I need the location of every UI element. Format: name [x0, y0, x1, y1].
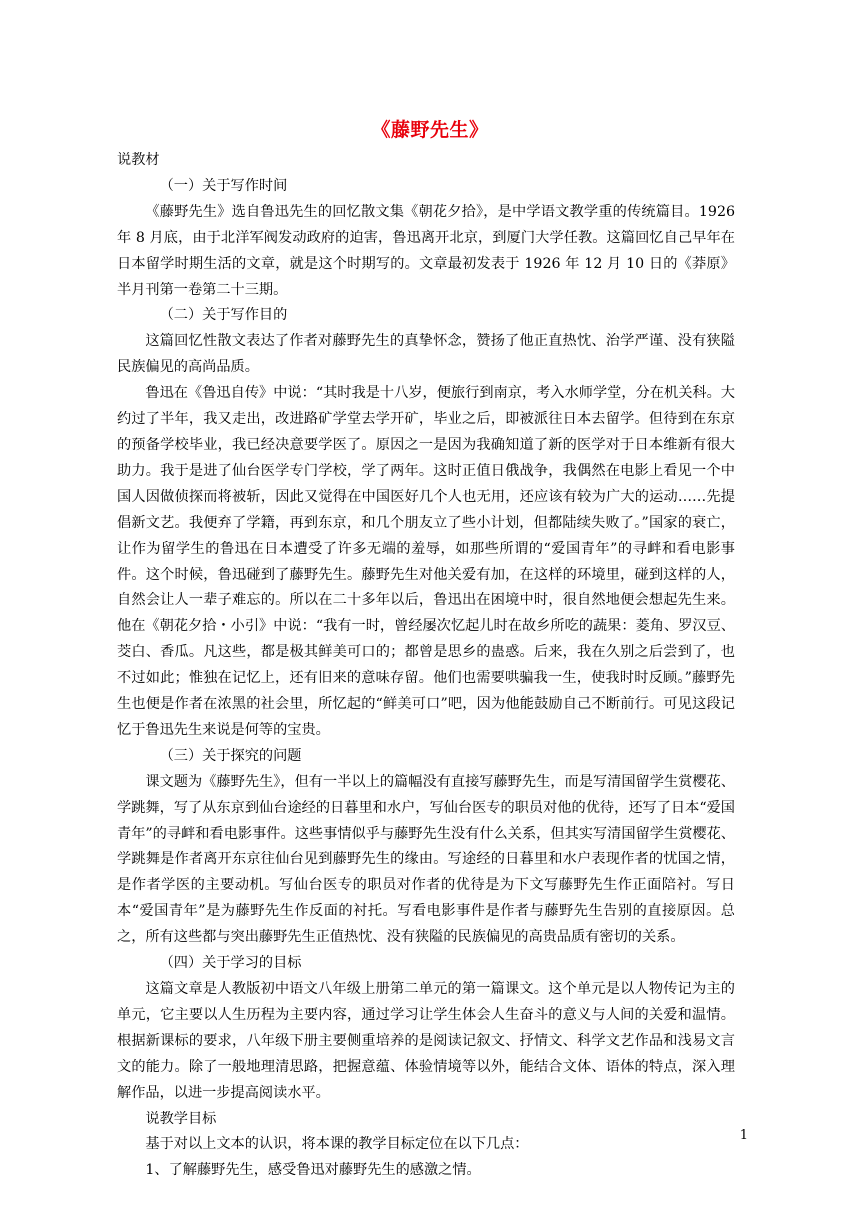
subsection-heading-inquiry: （三）关于探究的问题 — [159, 747, 302, 764]
subsection-heading-writing-purpose: （二）关于写作目的 — [159, 307, 288, 324]
section-heading-textbook: 说教材 — [117, 152, 160, 168]
paragraph-autobiography-quote: 鲁迅在《鲁迅自传》中说：“其时我是十八岁，便旅行到南京，考入水师学堂，分在机关科。大约过了半年，我又走出，改进路矿学堂去学开矿，毕业之后，即被派往日本去留学。但待到在东京的预备学校毕业，我已经决意要学医了。原因之一是因为我确知道了新的医学对于日本维新有很大助力。我于是进了仙台医学专门学校，学了两年。这时正值日俄战争，我偶然在电影上看见一个中国人因做侦探而将被斩，因此又觉得在中国医好几个人也无用，还应该有较为广大的运动……先提倡新文艺。我便弃了学籍，再到东京，和几个朋友立了些小计划，但都陆续失败了。”国家的衰亡，让作为留学生的鲁迅在日本遭受了许多无端的羞辱，如那些所谓的“爱国青年”的寻衅和看电影事件。这个时候，鲁迅碰到了藤野先生。藤野先生对他关爱有加，在这样的环境里，碰到这样的人，自然会让人一辈子难忘的。所以在二十多年以后，鲁迅出在困境中时，很自然地便会想起先生来。他在《朝花夕拾・小引》中说：“我有一时，曾经屡次忆起儿时在故乡所吃的蔬果：菱角、罗汉豆、茭白、香瓜。凡这些，都是极其鲜美可口的；都曾是思乡的蛊惑。后来，我在久别之后尝到了，也不过如此；惟独在记忆上，还有旧来的意味存留。他们也需要哄骗我一生，使我时时反顾。”藤野先生也便是作者在浓黑的社会里，所忆起的“鲜美可口”吧，因为他能鼓励自己不断前行。可见这段记忆于鲁迅先生来说是何等的宝贵。 — [117, 385, 735, 738]
document-title: 《藤野先生》 — [371, 119, 489, 141]
document-body — [117, 148, 735, 1184]
paragraph-learning-goals: 这篇文章是人教版初中语文八年级上册第二单元的第一篇课文。这个单元是以人物传记为主的单元，它主要以人生历程为主要内容，通过学习让学生体会人生奋斗的意义与人间的关爱和温情。根据新课标的要求，八年级下册主要侧重培养的是阅读记叙文、抒情文、科学文艺作品和浅易文言文的能力。除了一般地理清思路，把握意蕴、体验情境等以外，能结合文体、语体的特点，深入理解作品，以进一步提高阅读水平。 — [117, 981, 735, 1101]
paragraph-objectives-intro: 基于对以上文本的认识，将本课的教学目标定位在以下几点： — [145, 1136, 529, 1153]
page-number: 1 — [739, 1128, 748, 1143]
objective-item-1: 1、了解藤野先生，感受鲁迅对藤野先生的感激之情。 — [145, 1162, 481, 1179]
paragraph-writing-time: 《藤野先生》选自鲁迅先生的回忆散文集《朝花夕拾》，是中学语文教学重的传统篇目。1926 年 8 月底，由于北洋军阀发动政府的迫害，鲁迅离开北京，到厦门大学任教。这篇回忆自己早年在日本留学时期生活的文章，就是这个时期写的。文章最初发表于 1926 年 12 月 10 日的《莽原》半月刊第一卷第二十三期。 — [117, 203, 735, 298]
paragraph-inquiry: 课文题为《藤野先生》，但有一半以上的篇幅没有直接写藤野先生，而是写清国留学生赏樱花、学跳舞，写了从东京到仙台途经的日暮里和水户，写仙台医专的职员对他的优待，还写了日本“爱国青年”的寻衅和看电影事件。这些事情似乎与藤野先生没有什么关系，但其实写清国留学生赏樱花、学跳舞是作者离开东京往仙台见到藤野先生的缘由。写途经的日暮里和水户表现作者的忧国之情，是作者学医的主要动机。写仙台医专的职员对作者的优待是为下文写藤野先生作正面陪衬。写日本“爱国青年”是为藤野先生作反面的衬托。写看电影事件是作者与藤野先生告别的直接原因。总之，所有这些都与突出藤野先生正值热忱、没有狭隘的民族偏见的高贵品质有密切的关系。 — [117, 773, 735, 946]
paragraph-writing-purpose: 这篇回忆性散文表达了作者对藤野先生的真挚怀念，赞扬了他正直热忱、治学严谨、没有狭隘民族偏见的高尚品质。 — [117, 333, 735, 376]
subsection-heading-writing-time: （一）关于写作时间 — [159, 177, 288, 194]
subsection-heading-learning-goals: （四）关于学习的目标 — [159, 955, 302, 972]
section-heading-teaching-objectives: 说教学目标 — [145, 1110, 217, 1127]
